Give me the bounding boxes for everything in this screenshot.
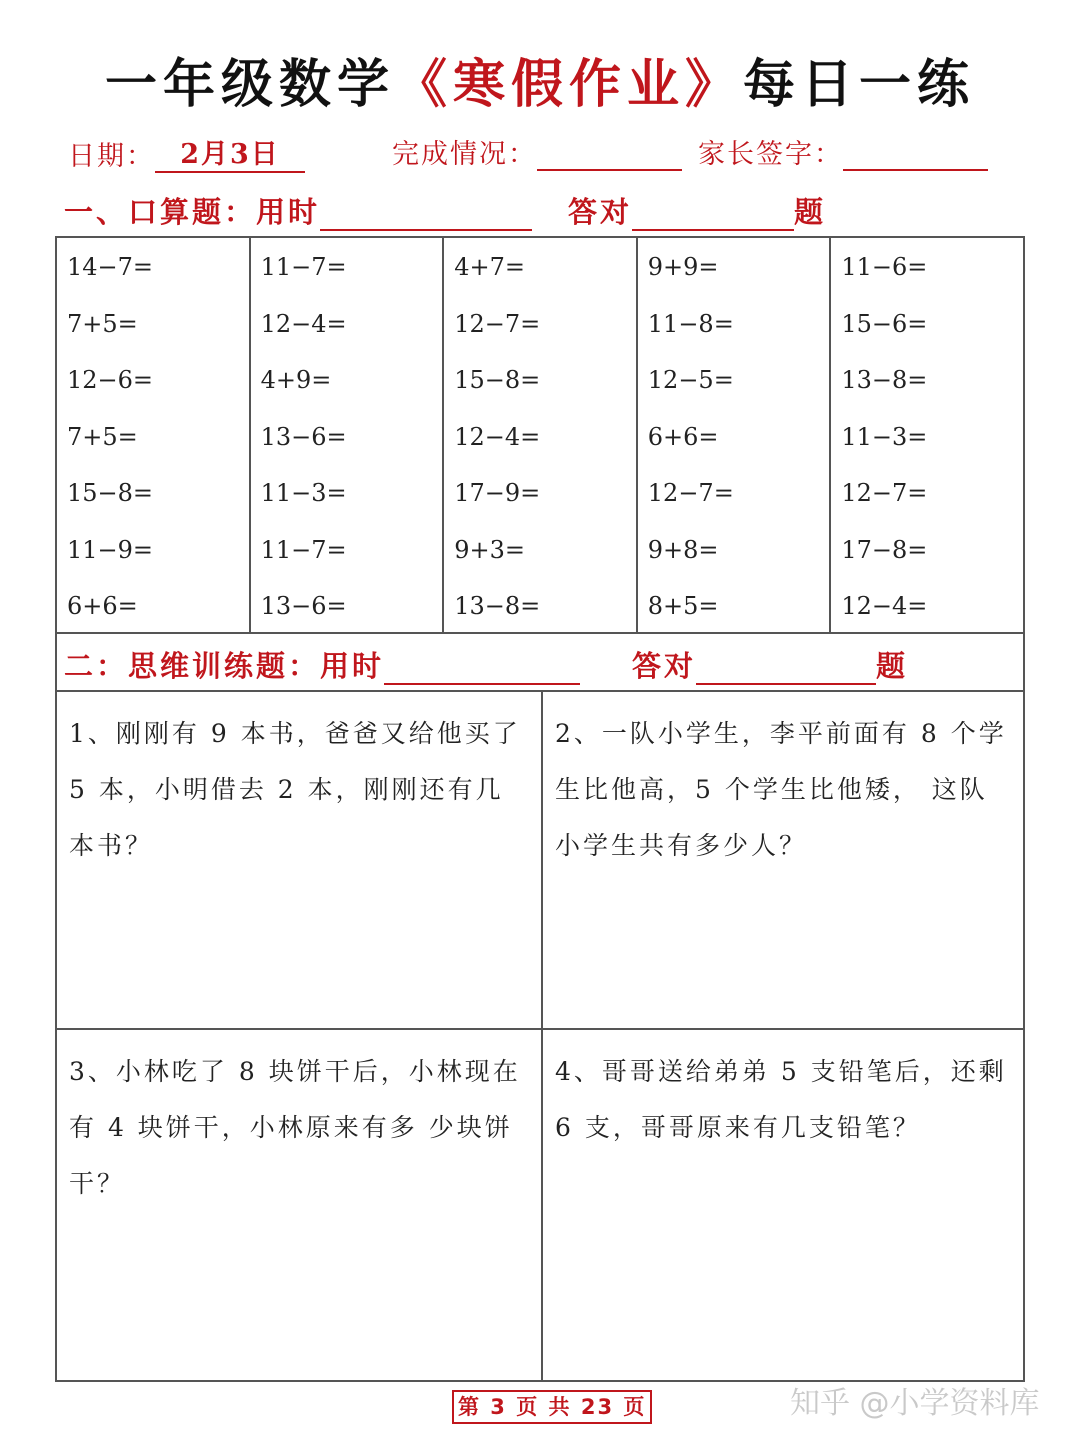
calc-item: 17−8= xyxy=(841,535,928,564)
calc-item: 9+9= xyxy=(647,253,719,281)
calc-item: 6+6= xyxy=(67,592,138,620)
sign-label: 家长签字： xyxy=(698,139,843,170)
calc-item: 4+7= xyxy=(454,253,525,281)
section2-unit: 题 xyxy=(876,649,909,683)
calc-item: 15−6= xyxy=(841,309,928,338)
calc-item: 13−6= xyxy=(260,592,347,620)
title-highlight: 《寒假作业》 xyxy=(394,55,743,115)
calc-item: 12−6= xyxy=(67,366,154,394)
calc-item: 15−8= xyxy=(454,366,541,394)
calc-item: 12−4= xyxy=(260,309,347,338)
calc-item: 8+5= xyxy=(647,592,719,620)
calc-column xyxy=(251,238,445,632)
date-label: 日期： xyxy=(68,141,155,172)
calc-column xyxy=(638,238,832,632)
section1-label: 一、口算题：用时 xyxy=(64,195,321,229)
calc-item: 12−5= xyxy=(647,366,734,394)
date-value: 2月3日 xyxy=(155,132,305,173)
calc-item: 12−4= xyxy=(841,592,928,620)
calc-item: 7+5= xyxy=(67,309,138,338)
calc-item: 4+9= xyxy=(260,366,332,394)
calc-item: 11−6= xyxy=(841,253,928,281)
section2-correct-label: 答对 xyxy=(632,649,697,683)
word-problem: 1、刚刚有 9 本书，爸爸又给他买了 5 本，小明借去 2 本，刚刚还有几本书？ xyxy=(69,719,521,860)
calc-column xyxy=(831,238,1023,632)
calc-item: 12−7= xyxy=(454,309,541,338)
calc-item: 13−8= xyxy=(841,366,928,394)
title-main: 一年级数学 xyxy=(104,55,395,115)
status-row xyxy=(392,132,682,171)
calc-item: 11−3= xyxy=(841,422,928,451)
section1-correct-line xyxy=(632,201,794,231)
word-problem: 2、一队小学生，李平前面有 8 个学生比他高，5 个学生比他矮， 这队小学生共有多少人？ xyxy=(541,692,1023,1028)
calc-item: 9+3= xyxy=(454,535,525,564)
page-number: 第 3 页 共 23 页 xyxy=(452,1390,652,1424)
calc-item: 9+8= xyxy=(647,535,719,564)
calc-item: 17−9= xyxy=(454,479,541,507)
word-problem: 3、小林吃了 8 块饼干后，小林现在有 4 块饼干，小林原来有多 少块饼干？ xyxy=(57,1028,541,1380)
word-problem: 4、哥哥送给弟弟 5 支铅笔后，还剩 6 支，哥哥原来有几支铅笔？ xyxy=(541,1028,1023,1380)
status-field xyxy=(537,141,682,171)
calc-item: 14−7= xyxy=(67,253,154,281)
sign-field xyxy=(843,141,988,171)
section2-heading xyxy=(64,644,908,685)
word-problem-grid xyxy=(55,690,1025,1382)
watermark: 知乎 @小学资料库 xyxy=(790,1386,1040,1421)
calc-item: 12−7= xyxy=(841,479,928,507)
calc-item: 7+5= xyxy=(67,422,138,451)
section2-label: 二：思维训练题：用时 xyxy=(64,649,385,683)
calc-item: 11−7= xyxy=(260,253,347,281)
calc-item: 13−8= xyxy=(454,592,541,620)
section2-correct-line xyxy=(696,655,876,685)
page-title xyxy=(0,42,1080,117)
calc-table xyxy=(55,236,1025,634)
calc-item: 15−8= xyxy=(67,479,154,507)
section1-heading xyxy=(64,190,826,231)
section1-correct-label: 答对 xyxy=(568,195,633,229)
section2-time-line xyxy=(384,655,580,685)
calc-item: 13−6= xyxy=(260,422,347,451)
calc-column xyxy=(444,238,638,632)
calc-item: 6+6= xyxy=(647,422,719,451)
calc-item: 11−3= xyxy=(260,479,347,507)
calc-item: 11−9= xyxy=(67,535,154,564)
calc-item: 11−8= xyxy=(647,309,734,338)
calc-item: 12−7= xyxy=(647,479,734,507)
section1-unit: 题 xyxy=(794,195,827,229)
section1-time-line xyxy=(320,201,532,231)
date-row xyxy=(68,132,305,173)
status-label: 完成情况： xyxy=(392,139,537,170)
title-suffix: 每日一练 xyxy=(743,55,976,115)
sign-row xyxy=(698,132,988,171)
calc-column xyxy=(57,238,251,632)
calc-item: 12−4= xyxy=(454,422,541,451)
calc-item: 11−7= xyxy=(260,535,347,564)
